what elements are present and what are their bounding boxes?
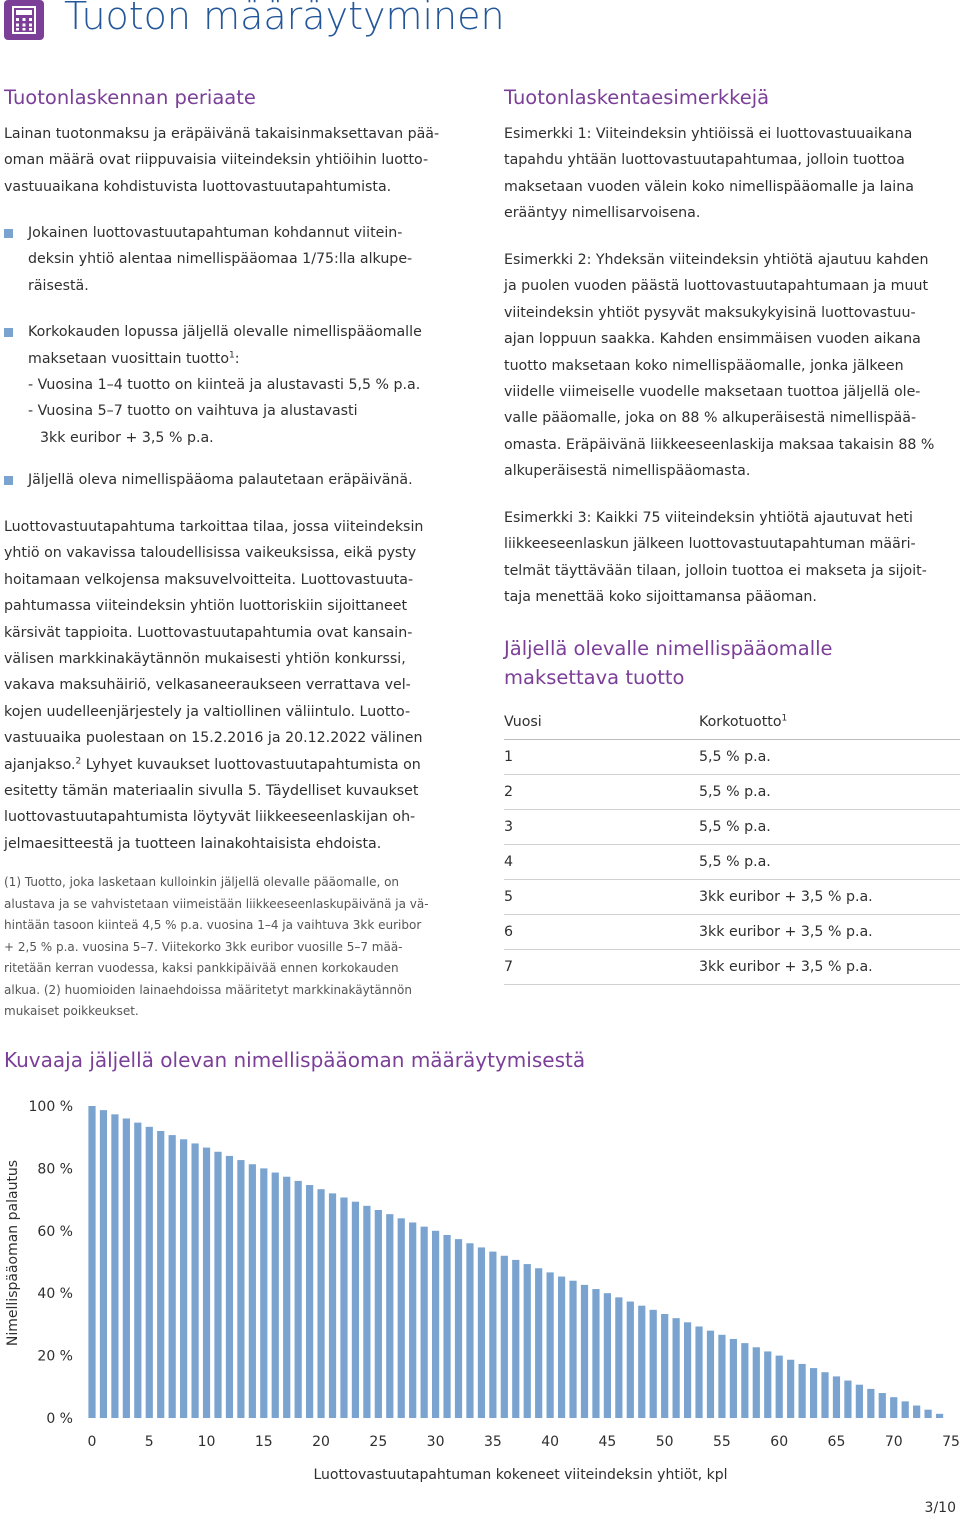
x-tick-label: 60: [770, 1434, 789, 1450]
intro-line: vastuuaikana kohdistuvista luottovastuutapahtumista.: [4, 178, 392, 195]
chart-bar: [272, 1173, 279, 1418]
chart-bar: [856, 1385, 863, 1418]
chart-bar: [581, 1285, 588, 1418]
chart-bar: [283, 1177, 290, 1418]
chart-bar: [615, 1297, 622, 1418]
bullet-line: Jäljellä oleva nimellispääoma palautetaan eräpäivänä.: [28, 472, 413, 489]
example-line: liikkeeseenlaskun jälkeen luottovastuutapahtuman määri-: [504, 536, 916, 553]
x-tick-label: 50: [655, 1434, 674, 1450]
remaining-capital-heading: [504, 634, 833, 692]
chart-bar: [695, 1326, 702, 1418]
table-row: [504, 950, 960, 985]
example-line: Esimerkki 1: Viiteindeksin yhtiöissä ei luottovastuuaikana: [504, 126, 913, 142]
chart-bar: [146, 1127, 153, 1418]
chart-heading: Kuvaaja jäljellä olevan nimellispääoman määräytymisestä: [4, 1048, 586, 1072]
intro-line: oman määrä ovat riippuvaisia viiteindeksin yhtiöihin luotto-: [4, 152, 429, 169]
interest-cell: 5,5 % p.a.: [699, 775, 960, 810]
chart-bar: [421, 1227, 428, 1418]
chart-bar: [340, 1198, 347, 1418]
chart-bar: [524, 1264, 531, 1418]
chart-bar: [443, 1235, 450, 1418]
year-cell: 4: [504, 845, 699, 880]
dash-item: [4, 372, 461, 398]
page-title: Tuoton määräytyminen: [64, 0, 505, 38]
interest-cell: 3kk euribor + 3,5 % p.a.: [699, 880, 960, 915]
chart-bar: [237, 1160, 244, 1418]
intro-paragraph: [4, 121, 461, 200]
chart-bar: [478, 1247, 485, 1418]
footnote-line: mukaiset poikkeukset.: [4, 1004, 139, 1018]
para-line: Luottovastuutapahtuma tarkoittaa tilaa, jossa viiteindeksin: [4, 519, 424, 535]
dash-line: - Vuosina 5–7 tuotto on vaihtuva ja alustavasti: [28, 403, 358, 420]
chart-bar: [295, 1181, 302, 1418]
example-line: viidelle viimeiselle vuodelle maksetaan tuottoa jäljellä ole-: [504, 384, 921, 401]
x-tick-label: 45: [598, 1434, 617, 1450]
para-line: hoitamaan velkojensa maksuvelvoitteita. Luottovastuuta-: [4, 571, 414, 588]
chart-bar: [88, 1106, 95, 1418]
interest-table: [504, 705, 960, 985]
chart-bar: [203, 1148, 210, 1418]
bar-chart: [0, 1090, 960, 1490]
para-line: jelmaesitteestä ja tuotteen lainakohtaisista ehdoista.: [4, 835, 382, 852]
x-tick-label: 30: [426, 1434, 445, 1450]
footnote-line: hintään tasoon kiinteä 4,5 % p.a. vuosina 1–4 ja vaihtuva 3kk euribor: [4, 918, 422, 932]
x-tick-label: 15: [254, 1434, 273, 1450]
bullet-text: :: [234, 350, 240, 367]
chart-bar: [902, 1401, 909, 1418]
para-line: [4, 752, 461, 778]
bullet-item: [4, 467, 461, 493]
table-header-row: [504, 705, 960, 740]
chart-bar: [363, 1206, 370, 1418]
chart-bar: [924, 1410, 931, 1418]
table-row: [504, 775, 960, 810]
chart-bar: [100, 1110, 107, 1418]
bullet-item: [4, 220, 461, 299]
para-line: esitetty tämän materiaalin sivulla 5. Täydelliset kuvaukset: [4, 783, 419, 800]
chart-bar: [718, 1335, 725, 1418]
example-line: taja menettää koko sijoittamansa pääoman.: [504, 589, 817, 606]
footnote-line: alkua. (2) huomioiden lainaehdoissa määritetyt markkinakäytännön: [4, 982, 412, 997]
para-line: luottovastuutapahtumista löytyvät liikkeeseenlaskijan oh-: [4, 809, 416, 826]
bullet-line: [28, 346, 461, 372]
para-line: vastuuaika puolestaan on 15.2.2016 ja 20.12.2022 välinen: [4, 730, 423, 747]
chart-bar: [466, 1243, 473, 1418]
x-tick-label: 40: [541, 1434, 560, 1450]
bullet-list: [4, 220, 461, 494]
chart-bar: [890, 1397, 897, 1418]
chart-bar: [329, 1193, 336, 1418]
bullet-item: [4, 319, 461, 372]
example-1: [504, 121, 960, 227]
definition-paragraph: [4, 514, 461, 857]
chart-bar: [317, 1189, 324, 1418]
example-line: tapahdu yhtään luottovastuutapahtumaa, jolloin tuottoa: [504, 152, 905, 169]
para-line: pahtumassa viiteindeksin yhtiön luottoriskiin sijoittaneet: [4, 598, 408, 615]
chart-bar: [558, 1277, 565, 1418]
heading-line: Jäljellä olevalle nimellispääomalle: [504, 637, 833, 660]
dash-line: - Vuosina 1–4 tuotto on kiinteä ja alustavasti 5,5 % p.a.: [28, 377, 421, 394]
chart-bar: [627, 1302, 634, 1418]
chart-bar: [913, 1406, 920, 1418]
chart-bar: [569, 1281, 576, 1418]
footnote-line: ritetään kerran vuodessa, kaksi pankkipäivää ennen korkokauden: [4, 961, 399, 975]
x-axis-label: Luottovastuutapahtuman kokeneet viiteindeksin yhtiöt, kpl: [313, 1467, 728, 1483]
chart-bar: [787, 1360, 794, 1418]
footnote-ref: 2: [75, 755, 82, 766]
chart-bar: [592, 1289, 599, 1418]
bullet-line: räisestä.: [28, 277, 89, 294]
intro-line: Lainan tuotonmaksu ja eräpäivänä takaisinmaksettavan pää-: [4, 126, 440, 142]
chart-bar: [111, 1114, 118, 1418]
chart-bar: [157, 1131, 164, 1418]
example-line: erääntyy nimellisarvoisena.: [504, 205, 701, 222]
chart-bar: [879, 1393, 886, 1418]
example-2: [504, 247, 960, 485]
y-tick-label: 60 %: [37, 1223, 73, 1240]
chart-bar: [776, 1356, 783, 1418]
bullet-square-icon: [4, 328, 13, 337]
heading-line: maksettava tuotto: [504, 666, 685, 689]
y-tick-label: 100 %: [28, 1099, 73, 1115]
chart-bar: [432, 1231, 439, 1418]
para-line: kojen uudelleenjärjestely ja valtiollinen väliintulo. Luotto-: [4, 703, 411, 720]
para-line: kärsivät tappioita. Luottovastuutapahtumia ovat kansain-: [4, 624, 413, 641]
chart-bar: [684, 1322, 691, 1418]
example-line: Esimerkki 3: Kaikki 75 viiteindeksin yhtiötä ajautuvat heti: [504, 510, 913, 526]
bullet-square-icon: [4, 476, 13, 485]
calculator-icon: [4, 0, 44, 40]
principle-heading: Tuotonlaskennan periaate: [4, 86, 256, 109]
chart-bar: [764, 1351, 771, 1418]
example-line: ja puolen vuoden päästä luottovastuutapahtumaan ja muut: [504, 278, 929, 295]
table-row: [504, 880, 960, 915]
capital-chart: [0, 1090, 960, 1490]
chart-bar: [409, 1222, 416, 1418]
example-3: [504, 505, 960, 611]
column-header-year: Vuosi: [504, 705, 699, 740]
footnote-line: (1) Tuotto, joka lasketaan kulloinkin jäljellä olevalle pääomalle, on: [4, 875, 400, 889]
chart-bar: [661, 1314, 668, 1418]
chart-bar: [375, 1210, 382, 1418]
year-cell: 5: [504, 880, 699, 915]
para-line: välisen markkinakäytännön mukaisesti yhtiön konkurssi,: [4, 651, 406, 668]
interest-cell: 5,5 % p.a.: [699, 845, 960, 880]
chart-bar: [741, 1343, 748, 1418]
bullet-text: maksetaan vuosittain tuotto: [28, 350, 230, 367]
example-line: ajan loppuun saakka. Kahden ensimmäisen vuoden aikana: [504, 331, 921, 348]
x-tick-label: 20: [312, 1434, 330, 1450]
chart-bar: [753, 1347, 760, 1418]
x-tick-label: 10: [197, 1434, 216, 1450]
chart-bar: [638, 1306, 645, 1418]
x-tick-label: 0: [87, 1434, 97, 1450]
chart-bar: [352, 1202, 359, 1418]
chart-bar: [123, 1118, 130, 1418]
chart-bar: [455, 1239, 462, 1418]
year-cell: 6: [504, 915, 699, 950]
chart-bar: [191, 1143, 198, 1418]
example-line: telmät täyttävään tilaan, jolloin tuottoa ei makseta ja sijoit-: [504, 562, 927, 579]
para-line: vakava maksuhäiriö, velkasaneeraukseen verrattava vel-: [4, 677, 411, 694]
example-line: alkuperäisestä nimellispääomasta.: [504, 463, 751, 480]
chart-bar: [844, 1381, 851, 1418]
x-tick-label: 35: [483, 1434, 502, 1450]
example-line: maksetaan vuoden välein koko nimellispääomalle ja laina: [504, 178, 914, 195]
example-line: Esimerkki 2: Yhdeksän viiteindeksin yhtiötä ajautuu kahden: [504, 252, 929, 268]
footnote-ref: 1: [781, 713, 788, 724]
year-cell: 1: [504, 740, 699, 775]
chart-bar: [867, 1389, 874, 1418]
table-row: [504, 810, 960, 845]
chart-bar: [501, 1256, 508, 1418]
chart-bar: [799, 1364, 806, 1418]
chart-bar: [386, 1214, 393, 1418]
x-tick-label: 65: [827, 1434, 846, 1450]
interest-cell: 3kk euribor + 3,5 % p.a.: [699, 915, 960, 950]
chart-bar: [134, 1123, 141, 1418]
column-header-interest: [699, 705, 960, 740]
examples-heading: Tuotonlaskentaesimerkkejä: [504, 86, 770, 109]
chart-bar: [707, 1331, 714, 1418]
dash-line: 3kk euribor + 3,5 % p.a.: [40, 429, 214, 446]
chart-bar: [306, 1185, 313, 1418]
example-line: valle pääomalle, joka on 88 % alkuperäisestä nimellispää-: [504, 410, 917, 427]
chart-bar: [512, 1260, 519, 1418]
chart-bar: [398, 1218, 405, 1418]
chart-bar: [936, 1414, 943, 1418]
y-tick-label: 80 %: [37, 1161, 73, 1178]
chart-bar: [821, 1372, 828, 1418]
chart-bar: [226, 1156, 233, 1418]
x-tick-label: 75: [942, 1434, 960, 1450]
footnote-ref: 1: [229, 349, 235, 360]
chart-bar: [535, 1268, 542, 1418]
example-line: tuotto maksetaan koko nimellispääomalle, jonka jälkeen: [504, 357, 904, 374]
y-tick-label: 40 %: [37, 1286, 73, 1303]
chart-bar: [673, 1318, 680, 1418]
column-header-label: Korkotuotto: [699, 714, 782, 730]
chart-bar: [180, 1139, 187, 1418]
para-text: ajanjakso.: [4, 756, 76, 773]
page-number: 3/10: [924, 1500, 956, 1516]
para-text: Lyhyet kuvaukset luottovastuutapahtumista on: [81, 756, 421, 773]
bullet-line: Korkokauden lopussa jäljellä olevalle nimellispääomalle: [28, 324, 422, 341]
x-tick-label: 25: [369, 1434, 388, 1450]
chart-bar: [169, 1135, 176, 1418]
interest-cell: 3kk euribor + 3,5 % p.a.: [699, 950, 960, 985]
dash-item: [4, 398, 461, 451]
year-cell: 2: [504, 775, 699, 810]
y-tick-label: 20 %: [37, 1348, 73, 1365]
year-cell: 7: [504, 950, 699, 985]
table-row: [504, 845, 960, 880]
chart-bar: [810, 1368, 817, 1418]
y-tick-label: 0 %: [46, 1411, 73, 1427]
example-line: viiteindeksin yhtiöt pysyvät maksukykyisinä luottovastuu-: [504, 304, 916, 321]
table-row: [504, 740, 960, 775]
interest-cell: 5,5 % p.a.: [699, 740, 960, 775]
y-axis-label: Nimellispääoman palautus: [5, 1159, 21, 1347]
footnote-line: + 2,5 % p.a. vuosina 5–7. Viitekorko 3kk euribor vuosille 5–7 mää-: [4, 939, 403, 954]
chart-bar: [833, 1376, 840, 1418]
interest-cell: 5,5 % p.a.: [699, 810, 960, 845]
chart-bar: [260, 1168, 267, 1418]
bullet-square-icon: [4, 229, 13, 238]
x-tick-label: 55: [713, 1434, 731, 1450]
chart-bar: [547, 1272, 554, 1418]
footnotes: [4, 872, 460, 1023]
para-line: yhtiö on vakavissa taloudellisissa vaikeuksissa, eikä pysty: [4, 545, 417, 562]
year-cell: 3: [504, 810, 699, 845]
table-row: [504, 915, 960, 950]
bullet-line: Jokainen luottovastuutapahtuman kohdannut viitein-: [28, 225, 403, 241]
chart-bar: [489, 1252, 496, 1418]
chart-bar: [249, 1164, 256, 1418]
chart-bar: [604, 1293, 611, 1418]
chart-bar: [650, 1310, 657, 1418]
chart-bar: [730, 1339, 737, 1418]
chart-bar: [214, 1152, 221, 1418]
x-tick-label: 5: [144, 1434, 154, 1450]
example-line: omasta. Eräpäivänä liikkeeseenlaskija maksaa takaisin 88 %: [504, 436, 935, 453]
bullet-line: deksin yhtiö alentaa nimellispääomaa 1/75:lla alkupe-: [28, 251, 413, 268]
x-tick-label: 70: [884, 1434, 903, 1450]
footnote-line: alustava ja se vahvistetaan viimeistään liikkeeseenlaskupäivänä ja vä-: [4, 896, 429, 911]
